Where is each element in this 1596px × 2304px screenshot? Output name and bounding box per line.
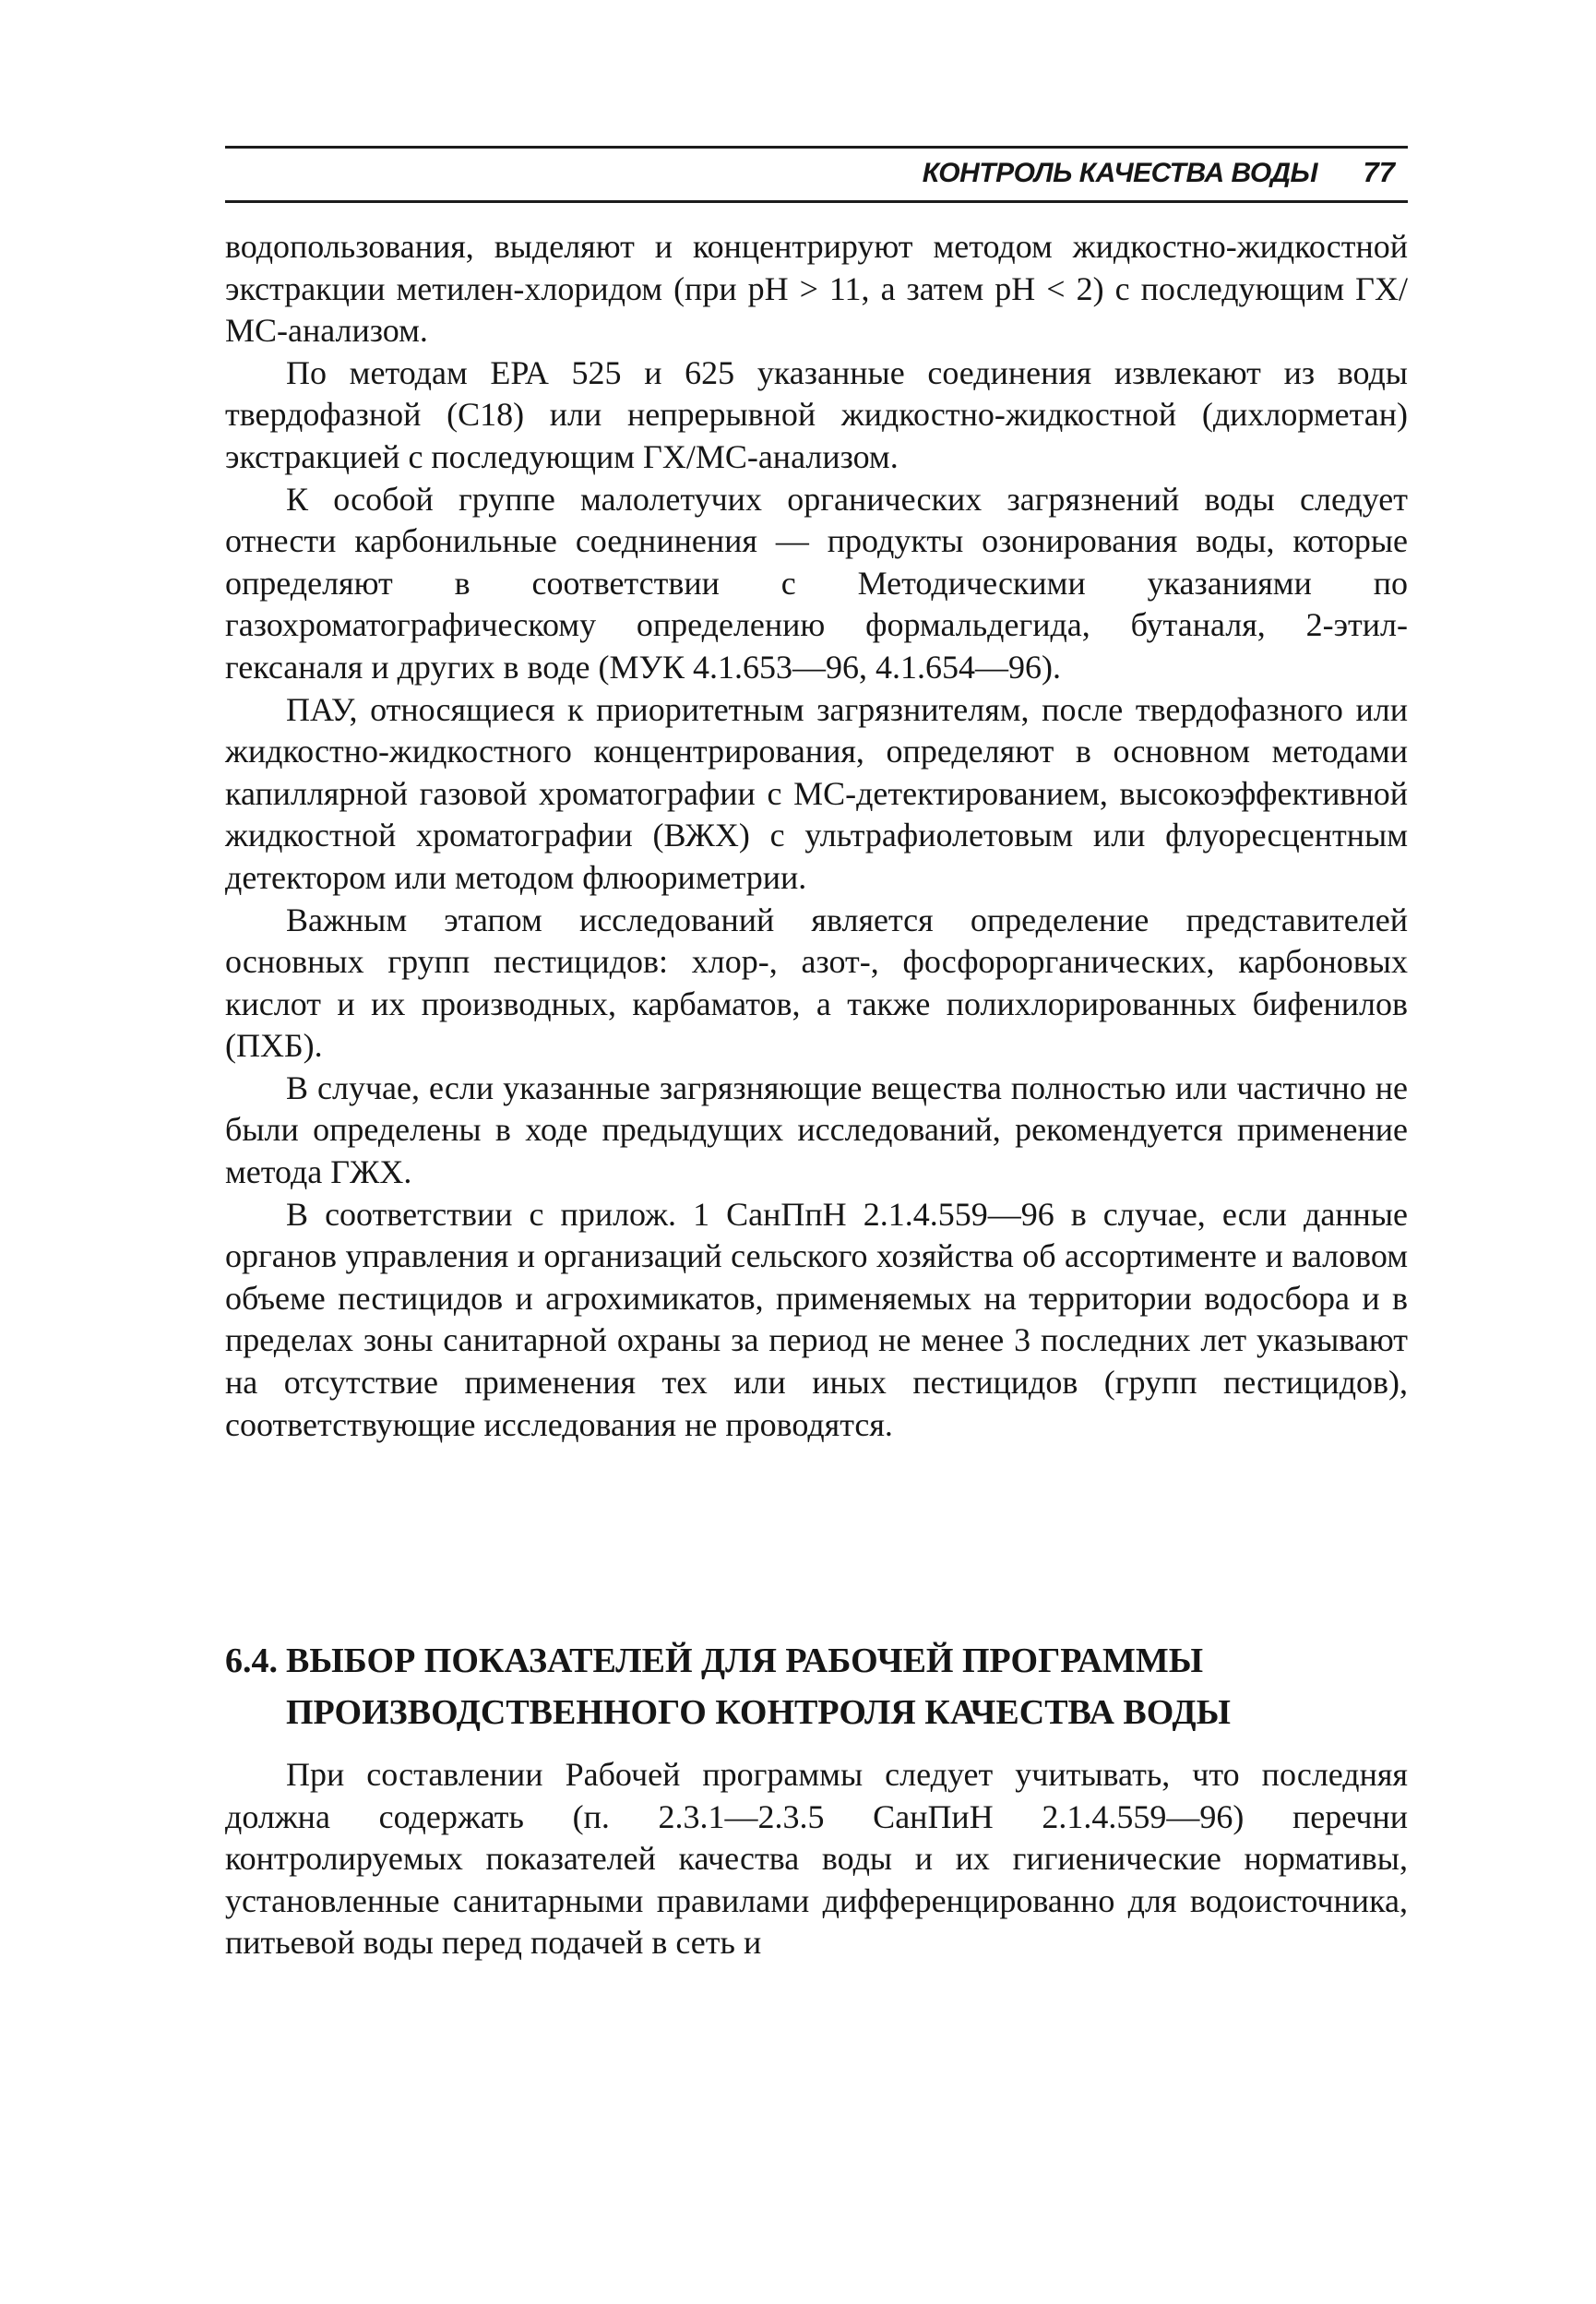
section-heading-line-1 — [225, 1635, 1408, 1687]
paragraph-gc-method: В случае, если указанные загрязняющие вещества полностью или частично не были определены в ходе предыдущих исследований, рекомендуется применение метода ГЖХ. — [225, 1068, 1408, 1191]
section-title-part-2: ПРОИЗВОДСТВЕННОГО КОНТРОЛЯ КАЧЕСТВА ВОДЫ — [286, 1693, 1231, 1732]
paragraph-pesticides: Важным этапом исследований является определение представителей основных групп пестицидов: хлор-, азот-, фосфорорганических, карбоновых кислот и их производных, карбаматов, а также полихлорированных бифенилов (ПХБ). — [225, 901, 1408, 1065]
page-number: 77 — [1363, 156, 1395, 188]
paragraph-sanpin-appendix: В соответствии с прилож. 1 СанПпН 2.1.4.559—96 в случае, если данные органов управления и организаций сельского хозяйства об ассортименте и валовом объеме пестицидов и агрохимикатов, применяемых на территории водосбора и в пределах зоны санитарной охраны за период не менее 3 последних лет указывают на отсутствие применения тех или иных пестицидов (групп пестицидов), соответствующие исследования не проводятся. — [225, 1195, 1408, 1443]
paragraph-continuation: водопользования, выделяют и концентрируют методом жидкостно-жидкостной экстракции метилен-хлоридом (при pH > 11, а затем pH < 2) с последующим ГХ/МС-анализом. — [225, 228, 1408, 350]
running-header-title: КОНТРОЛЬ КАЧЕСТВА ВОДЫ — [922, 158, 1317, 188]
section-title-part-1: ВЫБОР ПОКАЗАТЕЛЕЙ ДЛЯ РАБОЧЕЙ ПРОГРАММЫ — [286, 1641, 1204, 1680]
paragraph-work-program: При составлении Рабочей программы следует учитывать, что последняя должна содержать (п. 2.3.1—2.3.5 СанПиН 2.1.4.559—96) перечни контролируемых показателей качества воды и их гигиенические нормативы, установленные санитарными правилами дифференцированно для водоисточника, питьевой воды перед подачей в сеть и — [225, 1756, 1408, 1962]
running-header — [225, 146, 1408, 203]
paragraph-pah: ПАУ, относящиеся к приоритетным загрязнителям, после твердофазного или жидкостно-жидкостного концентрирования, определяют в основном методами капиллярной газовой хроматографии с МС-детектированием, высокоэффективной жидкостной хроматографии (ВЖХ) с ультрафиолетовым или флуоресцентным детектором или методом флюориметрии. — [225, 690, 1408, 896]
paragraph-carbonyl-compounds: К особой группе малолетучих органических загрязнений воды следует отнести карбонильные соеднинения — продукты озонирования воды, которые определяют в соответствии с Методическими указаниями по газохроматографическому определению формальдегида, бутаналя, 2-этил-гексаналя и других в воде (МУК 4.1.653—96, 4.1.654—96). — [225, 480, 1408, 686]
section-heading — [225, 1635, 1408, 1738]
paragraph-epa-methods: По методам ЕРА 525 и 625 указанные соединения извлекают из воды твердофазной (С18) или непрерывной жидкостно-жидкостной (дихлорметан) экстракцией с последующим ГХ/МС-анализом. — [225, 353, 1408, 475]
body-text — [225, 226, 1408, 1446]
section-number: 6.4. — [225, 1641, 278, 1680]
section-body-text — [225, 1754, 1408, 1964]
